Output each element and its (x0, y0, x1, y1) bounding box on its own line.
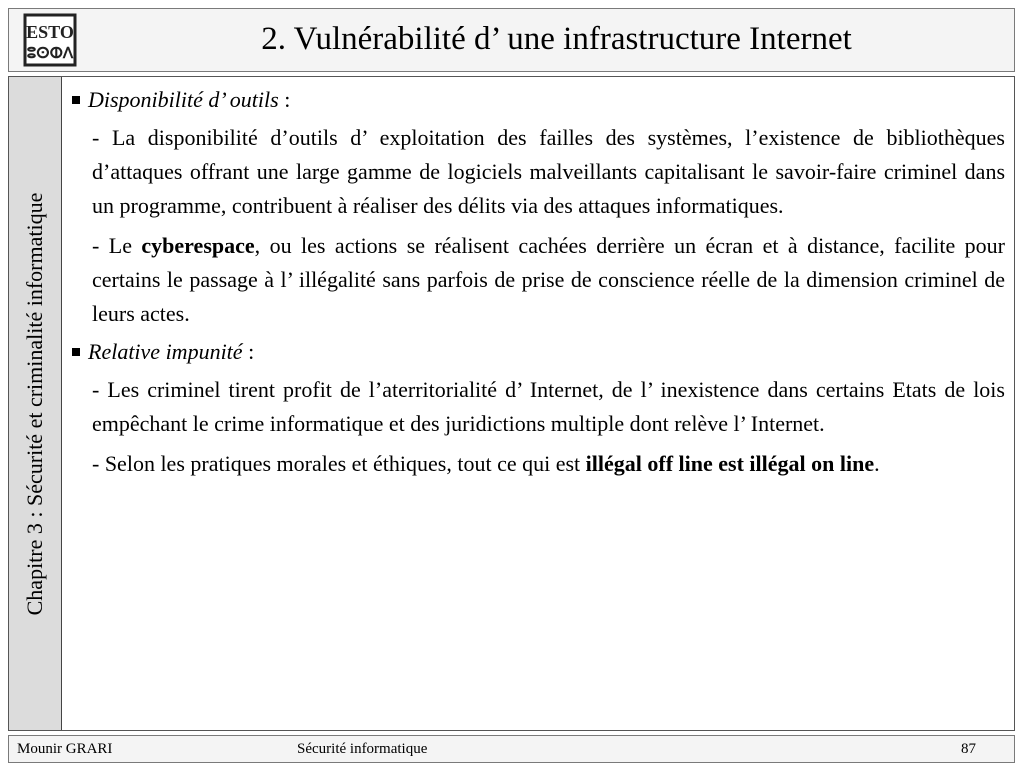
bullet-heading: Relative impunité (88, 339, 243, 364)
bold-term: cyberespace (141, 233, 255, 258)
paragraph: - Selon les pratiques morales et éthiques, tout ce qui est illégal off line est illégal on line. (92, 451, 880, 476)
footer-author: Mounir GRARI (17, 741, 113, 757)
paragraph: - La disponibilité d’outils d’ exploitation des failles des systèmes, l’existence de bibliothèques d’attaques offrant une large gamme de logiciels malveillants capitalisant le savoir-faire criminel dans un programme, contribuent à réaliser des délits via des attaques informatiques. (92, 125, 1005, 218)
paragraph: - Le cyberespace, ou les actions se réalisent cachées derrière un écran et à distance, facilite pour certains le passage à l’ illégalité sans parfois de prise de conscience réelle de la dimension criminel de leurs actes. (92, 233, 1005, 326)
bullet-item: Relative impunité : (72, 335, 1005, 369)
svg-text:ESTO: ESTO (26, 22, 74, 42)
slide-footer (8, 735, 1015, 763)
page-number: 87 (961, 741, 976, 757)
bullet-heading: Disponibilité d’ outils (88, 87, 279, 112)
slide-content (72, 83, 1005, 481)
square-bullet-icon (72, 96, 80, 104)
chapter-label: Chapitre 3 : Sécurité et criminalité informatique (22, 192, 47, 615)
chapter-sidebar (9, 77, 62, 730)
esto-logo-icon (23, 13, 77, 67)
svg-text:ⵓⵙⵀⴷ: ⵓⵙⵀⴷ (26, 46, 74, 62)
bold-term: illégal off line est illégal on line (585, 451, 875, 476)
slide-title: 2. Vulnérabilité d’ une infrastructure Internet (261, 21, 852, 57)
square-bullet-icon (72, 348, 80, 356)
bullet-item: Disponibilité d’ outils : (72, 83, 1005, 117)
slide-body (8, 76, 1015, 731)
footer-course: Sécurité informatique (297, 741, 428, 757)
slide-header (8, 8, 1015, 72)
paragraph: - Les criminel tirent profit de l’aterritorialité d’ Internet, de l’ inexistence dans certains Etats de lois empêchant le crime informatique et des juridictions multiple dont relève l’ Internet. (92, 377, 1005, 436)
